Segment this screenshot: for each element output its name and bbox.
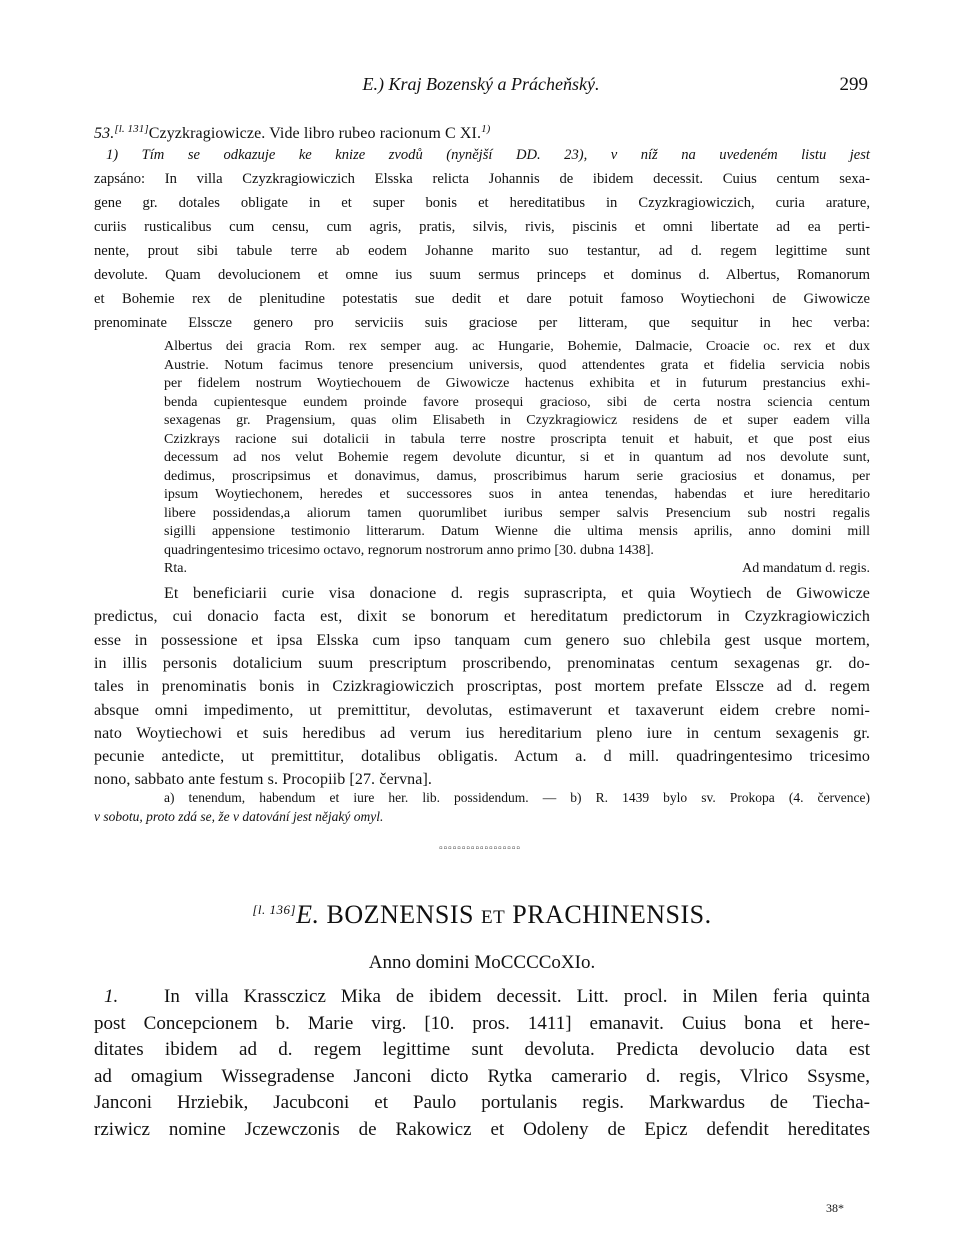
- entry-line: Janconi Hrziebik, Jacubconi et Paulo portulanis regis. Markwardus de Tiecha-: [94, 1092, 870, 1113]
- running-header: [94, 74, 868, 98]
- letter-mandate: Ad mandatum d. regis.: [742, 561, 870, 576]
- ornamental-separator: ▫▫▫▫▫▫▫▫▫▫▫▫▫▫▫▫▫▫: [439, 843, 521, 854]
- letter-line: ipsum Woytiechonem, heredes et successores suos in antea tenendas, habendas et iure hereditario: [164, 487, 870, 502]
- letter-line: Czizkrays racione sui dotalicii in tabula terre nostre proscripta tenuit et habuit, et que post eius: [164, 431, 870, 447]
- paragraph-line: esse in possessione et ipsa Elsska cum ipso tanquam cum genero suo chlebila gest usque mortem,: [94, 631, 870, 649]
- letter-line: Albertus dei gracia Rom. rex semper aug. ac Hungarie, Bohemie, Dalmacie, Croacie oc. rex et dux: [164, 339, 870, 354]
- note-line: nente, prout sibi tabule terre ab eodem Johanne marito suo testantur, ad d. regem legittime sunt: [94, 243, 870, 259]
- paragraph-line: predictus, cui donacio facta est, dixit se bonorum et hereditatum predictorum in Czyzkragiowiczich: [94, 608, 870, 626]
- signature-mark: 38*: [826, 1201, 844, 1215]
- folio-marker: [l. 136]: [252, 902, 297, 917]
- entry-line: post Concepcionem b. Marie virg. [10. pros. 1411] emanavit. Cuius bona et here-: [94, 1012, 870, 1034]
- note-line: zapsáno: In villa Czyzkragiowiczich Elsska relicta Johannis de ibidem decessit. Cuius centum sexa-: [94, 171, 870, 187]
- letter-line: Austrie. Notum facimus tenore presencium universis, quod attendentes grata et fidelia servicia nobis: [164, 357, 870, 373]
- footnote-reference: 1): [481, 123, 491, 135]
- section-letter: E.: [296, 900, 320, 929]
- folio-marker: [l. 131]: [114, 123, 149, 135]
- letter-line: benda cupientesque eundem proinde favore prosequi gracioso, sibi de certa nostra sciencia centum: [164, 394, 870, 410]
- note-line: gene gr. dotales obligate in et super bonis et hereditatibus in Czyzkragiowiczich, curia arature,: [94, 195, 870, 211]
- entry-number: 1.: [104, 986, 119, 1007]
- note-line: devolute. Quam devolucionem et omne ius suum sermus princeps et dominus d. Albertus, Romanorum: [94, 267, 870, 283]
- paragraph-line: nono, sabbato ante festum s. Procopiib [27. června].: [94, 771, 433, 789]
- section-title-a: BOZNENSIS: [326, 900, 475, 929]
- section-title-b: PRACHINENSIS.: [512, 900, 712, 929]
- section-conjunction: ET: [481, 907, 506, 928]
- paragraph-line: in illis personis dotalicium suum prescriptum proscribendo, prenominatas centum sexagenas gr. do-: [94, 654, 870, 672]
- entry-number: 53.: [94, 125, 115, 142]
- page-number: 299: [839, 74, 868, 95]
- paragraph-line: absque omni impedimento, ut premittitur, devolutas, estimaverunt et taxaverunt eidem crebre nomi-: [94, 701, 870, 719]
- note-line: prenominate Elsscze genero pro serviciis suis graciose per litteram, que sequitur in hec verba:: [94, 315, 870, 331]
- letter-line: libere possidendas,a aliorum tamen quorumlibet iuribus semper salvis Presencium sub nostri regalis: [164, 505, 870, 521]
- letter-line: per fidelem nostrum Woytiechouem de Giwowicze hactenus exhibita et in futurum prestancius exhi-: [164, 376, 870, 391]
- running-title: E.) Kraj Bozenský a Prácheňský.: [362, 74, 600, 94]
- entry-line: rziwicz nomine Jczewczonis de Rakowicz et Odoleny de Epicz defendit hereditates: [94, 1118, 870, 1140]
- letter-line: decessum ad nos velut Bohemie regem devolute dicuntur, si et in quantum ad nos devolute sunt,: [164, 450, 870, 465]
- letter-line: sigilli appensione testimonio litterarum. Datum Wienne die ultima mensis aprilis, anno domini mill: [164, 524, 870, 539]
- entry-line: In villa Krassczicz Mika de ibidem decessit. Litt. procl. in Milen feria quinta: [164, 986, 870, 1007]
- section-heading: [94, 900, 870, 930]
- note-line: curiis rusticalibus cum censu, cum agris, pratis, silvis, rivis, piscinis et omni libertate ad ea perti-: [94, 219, 870, 235]
- paragraph-line: Et beneficiarii curie visa donacione d. regis suprascripta, et quia Woytiech de Giwowicze: [164, 585, 870, 602]
- letter-line: sexagenas gr. Pragensium, quas olim Elisabeth in Czyzkragiowicz residens de et super eadem villa: [164, 413, 870, 428]
- footnote-line: a) tenendum, habendum et iure her. lib. possidendum. — b) R. 1439 bylo sv. Prokopa (4. července): [164, 790, 870, 805]
- paragraph-line: nato Woytiechowi et suis heredibus ad verum ius hereditarium pleno iure in centum sexagenis gr.: [94, 724, 870, 742]
- entry-line: ad omagium Wissegradense Janconi dicto Rytka camerario d. regis, Vlrico Ssysme,: [94, 1065, 870, 1087]
- entry-text: Czyzkragiowicze. Vide libro rubeo racionum C XI.: [148, 125, 482, 142]
- entry-line: ditates ibidem ad d. regem legittime sunt devoluta. Predicta devolucio data est: [94, 1039, 870, 1060]
- letter-line: quadringentesimo tricesimo octavo, regnorum nostrorum anno primo [30. dubna 1438].: [164, 542, 654, 558]
- paragraph-line: tales in prenominatis bonis in Czizkragiowiczich proscriptas, post mortem prefate Elsscze ad d. regem: [94, 678, 870, 696]
- year-heading: Anno domini MoCCCCoXIo.: [368, 952, 596, 973]
- letter-rta: Rta.: [164, 561, 187, 576]
- letter-line: dedimus, proscripsimus et donavimus, damus, proscribimus harum serie graciosius et donamus, per: [164, 468, 870, 484]
- note-line: 1) Tím se odkazuje ke knize zvodů (nynější DD. 23), v níž na uvedeném listu jest: [106, 147, 870, 163]
- note-line: et Bohemie rex de plenitudine potestatis sue dedit et dare potuit famoso Woytiechoni de Giwowicze: [94, 291, 870, 307]
- entry-53: [94, 118, 870, 142]
- footnote-line: v sobotu, proto zdá se, že v datování jest nějaký omyl.: [94, 809, 384, 824]
- paragraph-line: pecunie antedicte, ut premittitur, dotalibus obligatis. Actum a. d mill. quadringentesimo tricesimo: [94, 748, 870, 766]
